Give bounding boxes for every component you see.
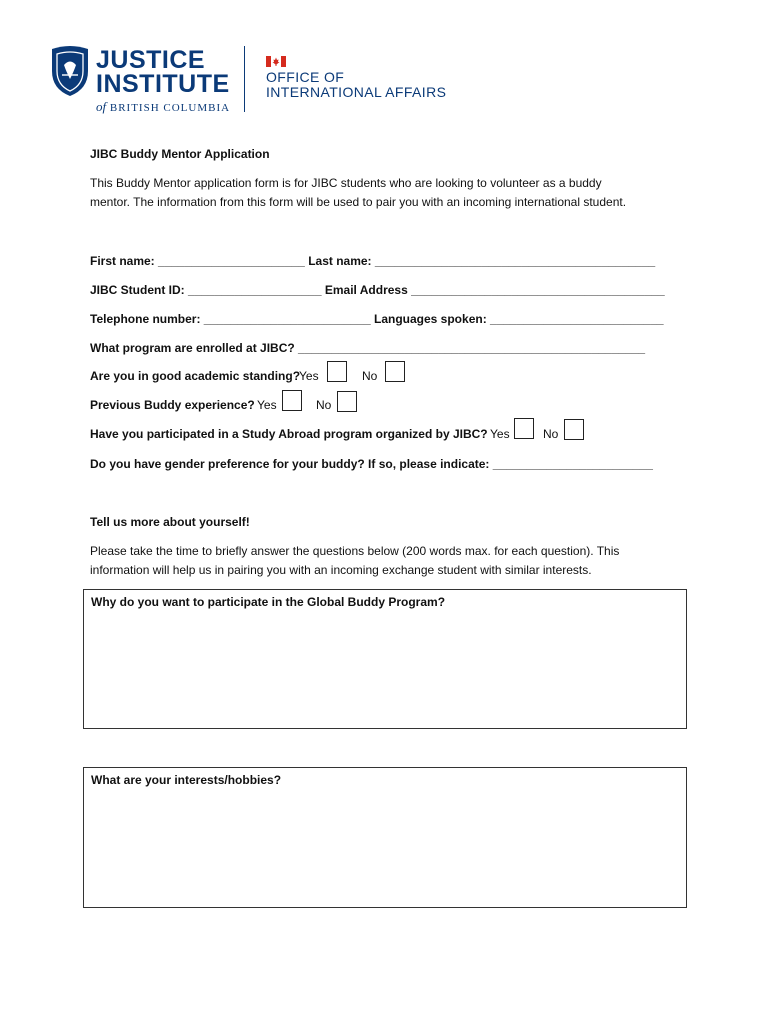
study-abroad-label: Have you participated in a Study Abroad program organized by JIBC?	[90, 427, 488, 441]
office-title-line1: OFFICE OF	[266, 69, 345, 85]
q2-label: What are your interests/hobbies?	[91, 773, 282, 787]
more-title: Tell us more about yourself!	[90, 515, 250, 529]
office-title-line2: INTERNATIONAL AFFAIRS	[266, 84, 447, 100]
first-name-label: First name:	[90, 254, 155, 268]
more-line-1: Please take the time to briefly answer the questions below (200 words max. for each question). This	[90, 544, 620, 558]
standing-label: Are you in good academic standing?	[90, 369, 301, 383]
q1-answer-box[interactable]	[83, 589, 687, 729]
jibc-shield-icon	[50, 45, 90, 97]
name-row	[90, 254, 655, 269]
last-name-field[interactable]: __________________________________________	[374, 254, 656, 268]
study-abroad-no-label: No	[543, 427, 559, 441]
phone-languages-row	[90, 312, 664, 327]
program-label: What program are enrolled at JIBC?	[90, 341, 295, 355]
standing-no-label: No	[362, 369, 378, 383]
email-label: Email Address	[324, 283, 408, 297]
student-id-label: JIBC Student ID:	[90, 283, 185, 297]
languages-label: Languages spoken:	[374, 312, 487, 326]
logo-line-institute: INSTITUTE	[96, 70, 230, 98]
study-abroad-no-checkbox[interactable]	[564, 419, 584, 440]
phone-label: Telephone number:	[90, 312, 201, 326]
standing-no-checkbox[interactable]	[385, 361, 405, 382]
study-abroad-yes-label: Yes	[490, 427, 510, 441]
experience-yes-label: Yes	[257, 398, 277, 412]
languages-field[interactable]: __________________________	[490, 312, 664, 326]
q1-label: Why do you want to participate in the Global Buddy Program?	[91, 595, 446, 609]
intro-line-1: This Buddy Mentor application form is for JIBC students who are looking to volunteer as a buddy	[90, 176, 602, 190]
canada-flag-icon	[266, 56, 286, 67]
logo-line-justice: JUSTICE	[96, 46, 206, 74]
study-abroad-yes-checkbox[interactable]	[514, 418, 534, 439]
experience-no-checkbox[interactable]	[337, 391, 357, 412]
student-id-field[interactable]: ____________________	[188, 283, 322, 297]
last-name-label: Last name:	[308, 254, 372, 268]
phone-field[interactable]: _________________________	[203, 312, 371, 326]
logo-sub-of: of	[96, 99, 107, 114]
program-row	[90, 341, 645, 356]
program-field[interactable]: ____________________________________________________	[298, 341, 646, 355]
more-line-2: information will help us in pairing you with an incoming exchange student with similar interests.	[90, 563, 592, 577]
gender-label: Do you have gender preference for your buddy? If so, please indicate:	[90, 457, 490, 471]
id-email-row	[90, 283, 665, 298]
logo-subtitle	[96, 99, 230, 115]
gender-field[interactable]: ________________________	[492, 457, 653, 471]
header-divider	[244, 46, 245, 112]
gender-row	[90, 457, 653, 472]
first-name-field[interactable]: ______________________	[158, 254, 305, 268]
experience-no-label: No	[316, 398, 332, 412]
q2-answer-box[interactable]	[83, 767, 687, 908]
experience-yes-checkbox[interactable]	[282, 390, 302, 411]
standing-yes-label: Yes	[299, 369, 319, 383]
logo-sub-rest: BRITISH COLUMBIA	[109, 102, 231, 114]
email-field[interactable]: ______________________________________	[411, 283, 665, 297]
form-title: JIBC Buddy Mentor Application	[90, 147, 270, 161]
intro-line-2: mentor. The information from this form will be used to pair you with an incoming international student.	[90, 195, 627, 209]
standing-yes-checkbox[interactable]	[327, 361, 347, 382]
experience-label: Previous Buddy experience?	[90, 398, 255, 412]
